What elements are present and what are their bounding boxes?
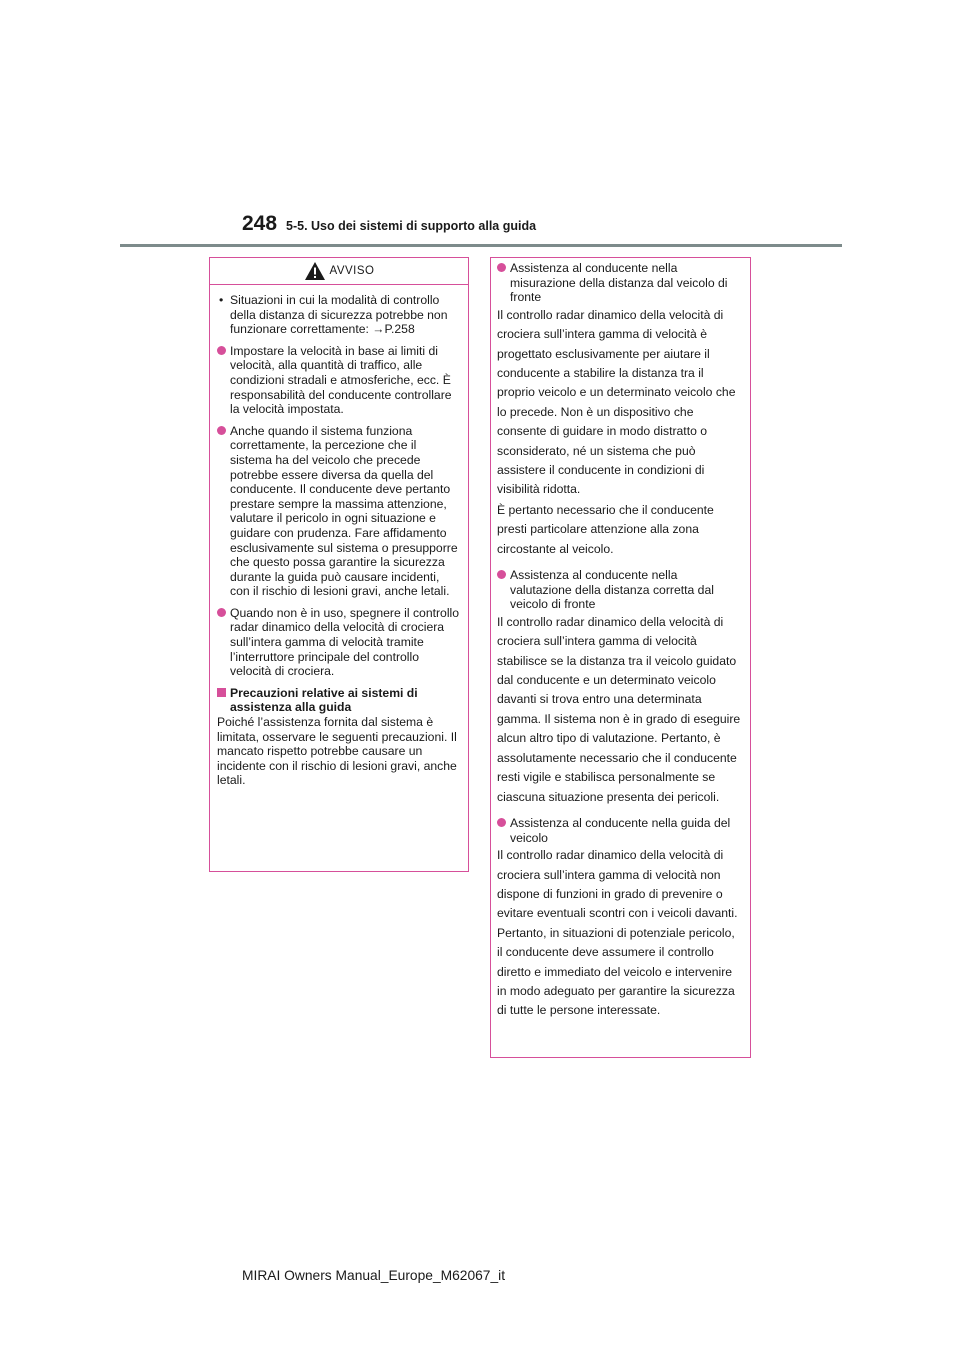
dash-bullet: • <box>219 293 224 307</box>
bullet-dot-icon <box>217 608 226 617</box>
warning-bullet <box>217 606 460 679</box>
warning-dash-text: Situazioni in cui la modalità di controllo della distanza di sicurezza potrebbe non funzionare correttamente: →P.258 <box>230 293 448 337</box>
warning-header <box>210 258 468 285</box>
info-item-heading: Assistenza al conducente nella misurazione della distanza dal veicolo di fronte <box>510 261 728 305</box>
bullet-dot-icon <box>497 263 506 272</box>
warning-bullet-text: Anche quando il sistema funziona correttamente, la percezione che il sistema ha del veicolo che precede potrebbe essere diversa da quella del conducente. Il conducente deve pertanto prestare sempre la massima attenzione, valutare il pericolo in ogni situazione e guidare con prudenza. Fare affidamento esclusivamente sul sistema o presupporre che questo possa garantire la sicurezza durante la guida può causare incidenti, con il rischio di lesioni gravi, anche letali. <box>230 423 458 599</box>
info-item <box>497 568 742 612</box>
bullet-dot-icon <box>217 346 226 355</box>
warning-dash-item <box>217 293 460 337</box>
warning-box <box>209 257 469 872</box>
info-item-heading: Assistenza al conducente nella guida del veicolo <box>510 815 731 845</box>
footer-text: MIRAI Owners Manual_Europe_M62067_it <box>242 1268 506 1283</box>
info-item-text: È pertanto necessario che il conducente presti particolare attenzione alla zona circostante al veicolo. <box>497 502 714 556</box>
section-title: 5-5. Uso dei sistemi di supporto alla guida <box>286 219 537 233</box>
warning-triangle-icon <box>304 261 326 281</box>
warning-bullet-text: Impostare la velocità in base ai limiti di velocità, alla quantità di traffico, alle condizioni stradali e atmosferiche, ecc. È responsabilità del conducente controllare la velocità impostata. <box>230 343 452 417</box>
warning-subheading-text: Precauzioni relative ai sistemi di assistenza alla guida <box>230 685 418 715</box>
info-item-text: Il controllo radar dinamico della velocità di crociera sull’intera gamma di velocità è progettato esclusivamente per aiutare il conducente a stabilire la distanza tra il proprio veicolo e un determinato veicolo che lo precede. Non è un dispositivo che consente di guidare in modo distratto o sconsiderato, né un sistema che può assistere il conducente in condizioni di visibilità ridotta. <box>497 307 736 497</box>
info-item <box>497 261 742 305</box>
info-item <box>497 816 742 845</box>
warning-bullet <box>217 424 460 599</box>
page-number: 248 <box>242 212 278 235</box>
info-item-heading: Assistenza al conducente nella valutazione della distanza corretta dal veicolo di fronte <box>510 568 714 612</box>
bullet-dot-icon <box>497 570 506 579</box>
bullet-dot-icon <box>497 818 506 827</box>
bullet-square-icon <box>217 688 226 697</box>
warning-title: AVVISO <box>329 264 375 277</box>
warning-subtext: Poiché l’assistenza fornita dal sistema è limitata, osservare le seguenti precauzioni. Il mancato rispetto potrebbe causare un incidente con il rischio di lesioni gravi, anche letali. <box>217 715 457 788</box>
info-item-text: Il controllo radar dinamico della velocità di crociera sull’intera gamma di velocità stabilisce se la distanza tra il veicolo guidato dal conducente e un determinato veicolo davanti si trova entro una determinata gamma. Il sistema non è in grado di eseguire alcun altro tipo di valutazione. Pertanto, è assolutamente necessario che il conducente resti vigile e stabilisca personalmente se ciascuna situazione presenta dei pericoli. <box>497 614 741 804</box>
warning-bullet <box>217 344 460 417</box>
warning-subheading <box>217 686 460 715</box>
info-box <box>490 257 751 1058</box>
warning-bullet-text: Quando non è in uso, spegnere il controllo radar dinamico della velocità di crociera sull’intera gamma di velocità tramite l’interruttore principale del controllo velocità di crociera. <box>230 605 460 679</box>
header-rule <box>120 244 842 247</box>
info-item-text: Il controllo radar dinamico della velocità di crociera sull’intera gamma di velocità non dispone di funzioni in grado di prevenire o evitare eventuali scontri con i veicoli davanti. Pertanto, in situazioni di potenziale pericolo, il conducente deve assumere il controllo diretto e immediato del veicolo e intervenire in modo adeguato per garantire la sicurezza di tutte le persone interessate. <box>497 848 738 1018</box>
bullet-dot-icon <box>217 426 226 435</box>
